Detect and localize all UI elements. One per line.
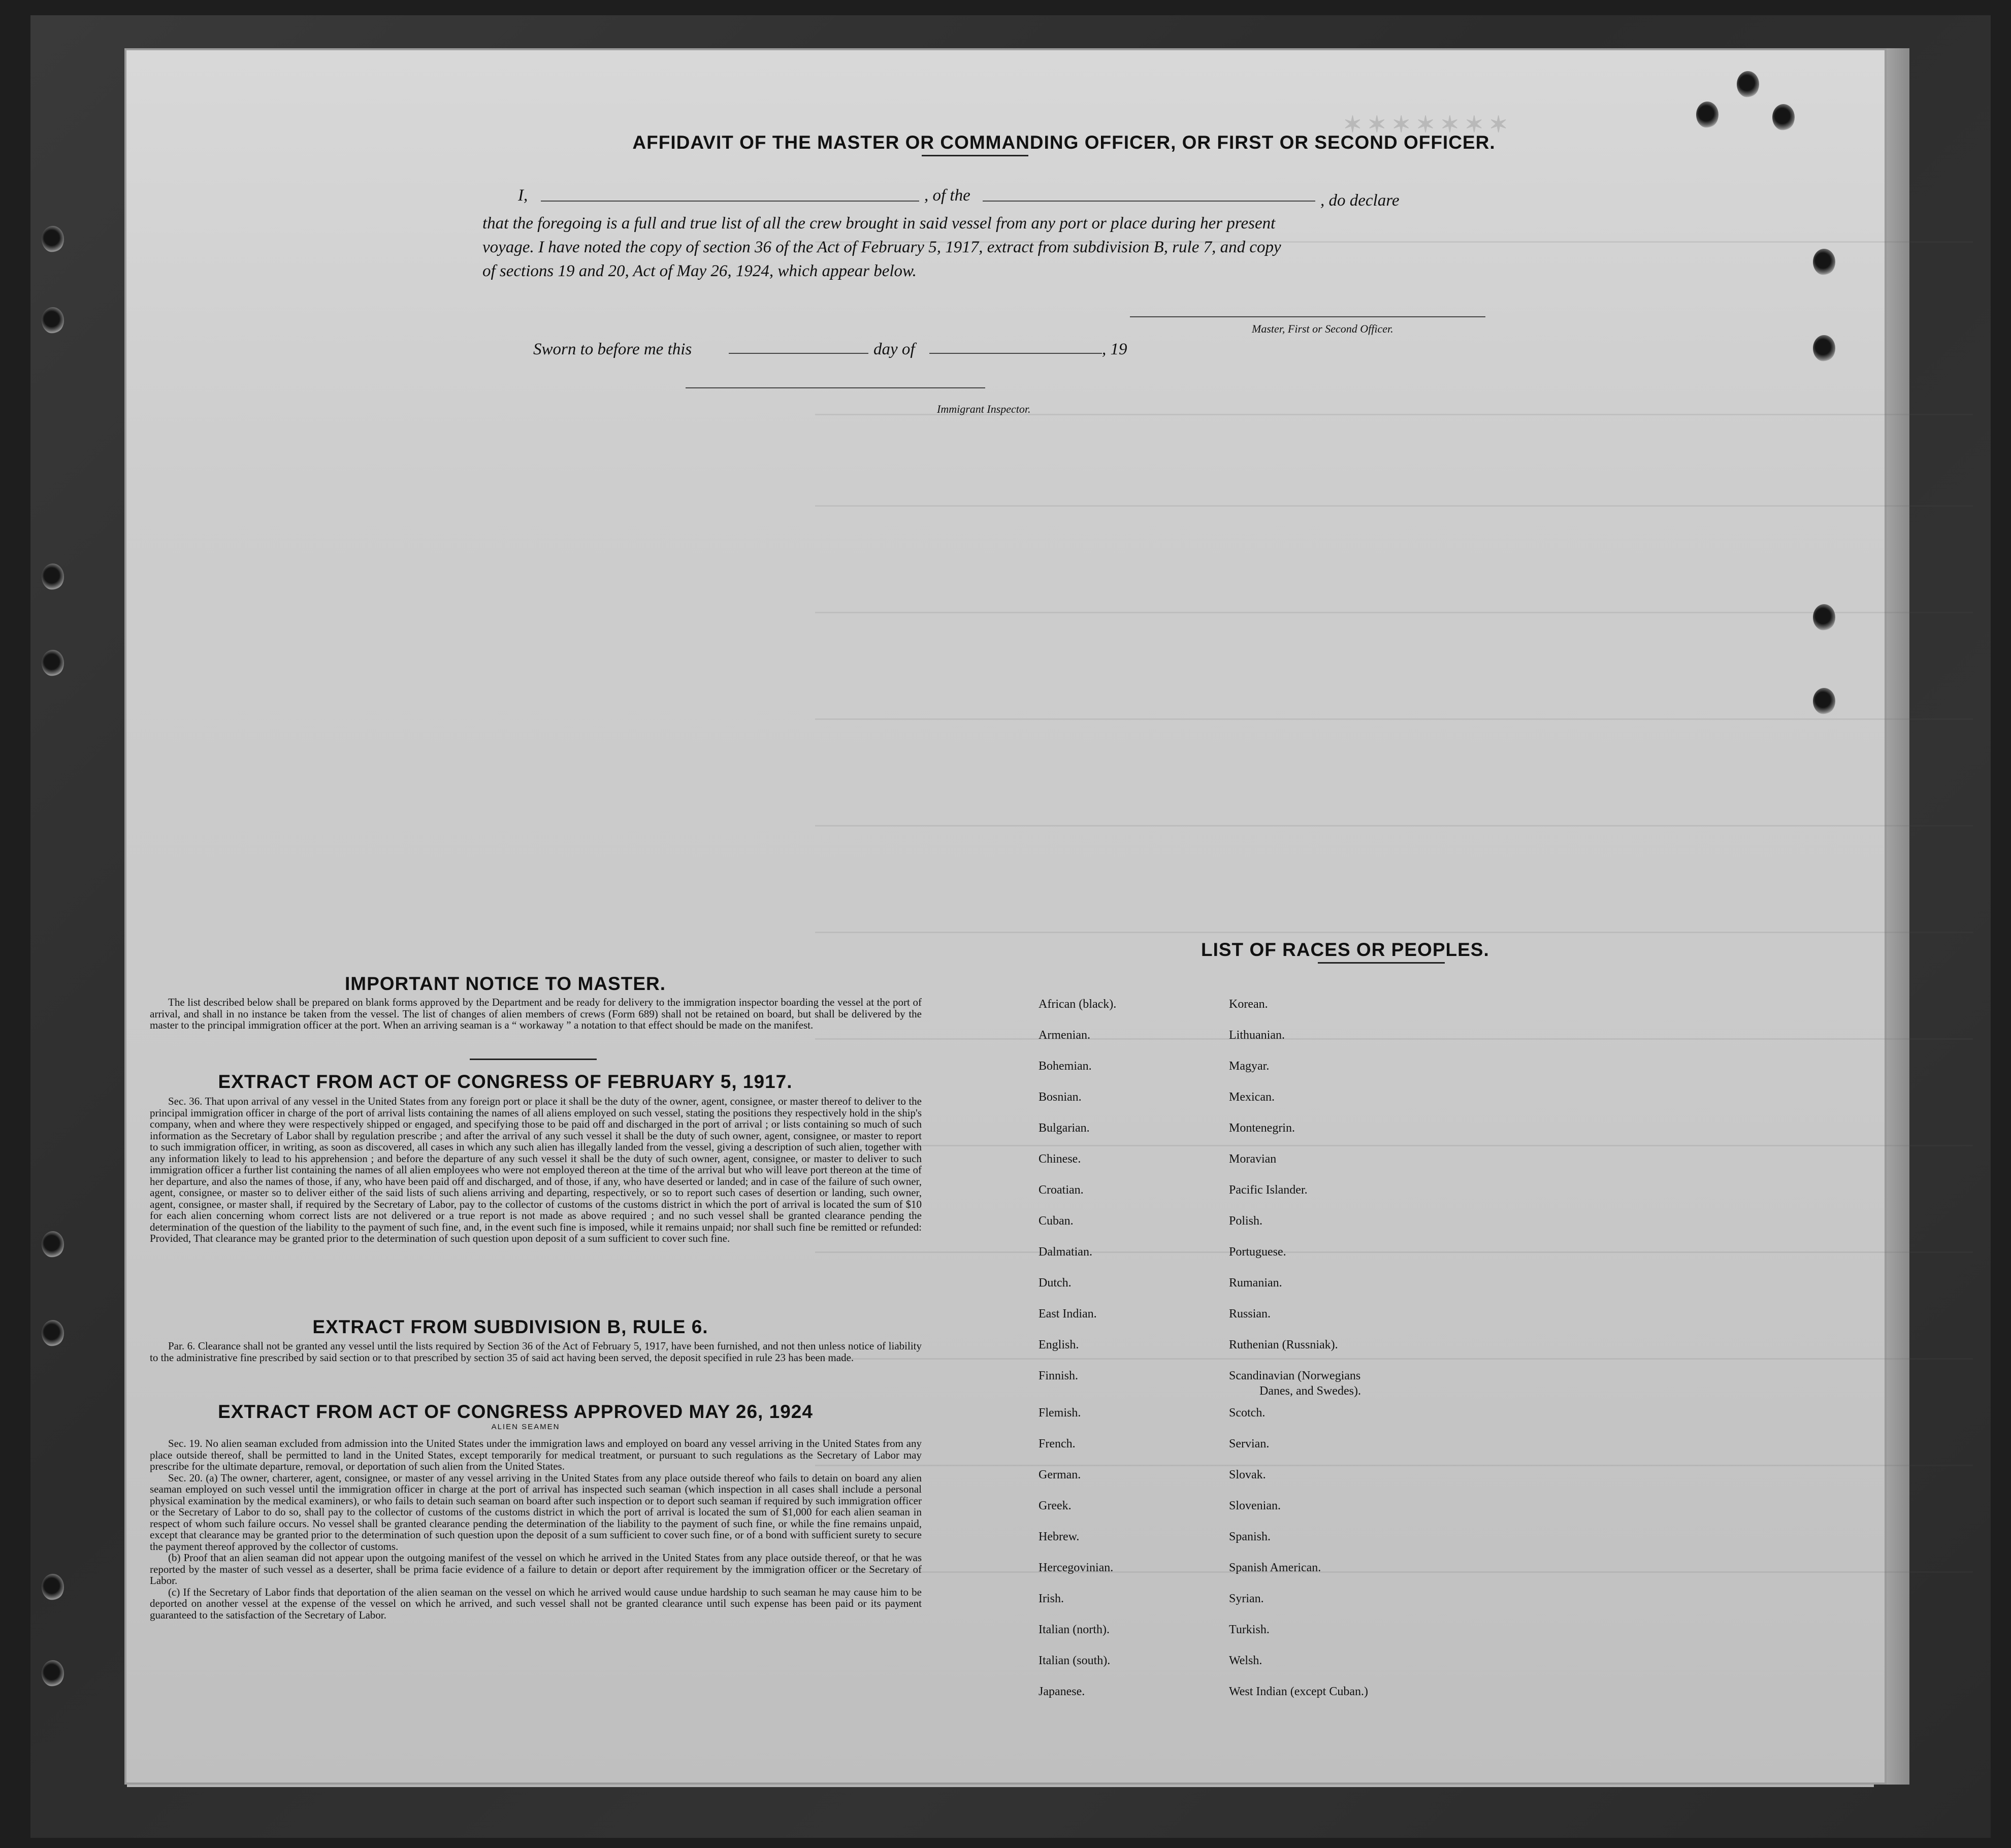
binder-hole (42, 307, 64, 334)
race-item: Montenegrin. (1229, 1121, 1295, 1135)
race-item: Flemish. (1039, 1406, 1081, 1420)
affidavit-text-3: of sections 19 and 20, Act of May 26, 1924, which appear below. (482, 262, 917, 280)
rule-6-text (150, 1340, 922, 1363)
day-of-label: day of (873, 340, 915, 358)
extract-1924-text (150, 1438, 922, 1621)
binder-hole (1813, 249, 1835, 275)
notice-paragraph: The list described below shall be prepared on blank forms approved by the Department and be ready for delivery to the immigration inspector boarding the vessel at the port of arrival, and shall in no instance be taken from the vessel. The list of changes of alien members of crews (Form 689) shall not be retained on board, but shall be delivered by the master to the principal immigration officer at the port. When an arriving seaman is a “ workaway ” a notation to that effect should be made on the manifest. (150, 996, 922, 1031)
race-item: East Indian. (1039, 1307, 1097, 1321)
race-item: Rumanian. (1229, 1276, 1282, 1290)
bleed-through-rule (815, 1038, 1973, 1040)
title-underline (922, 155, 1028, 156)
race-item: Spanish. (1229, 1530, 1271, 1543)
race-item: Scotch. (1229, 1406, 1266, 1420)
race-item: Hercegovinian. (1039, 1561, 1114, 1574)
inspector-signature-line[interactable] (686, 387, 985, 388)
binder-hole (1696, 102, 1718, 128)
binder-hole (1737, 71, 1759, 97)
race-item: Cuban. (1039, 1214, 1074, 1228)
affidavit-title: AFFIDAVIT OF THE MASTER OR COMMANDING OFFICER, OR FIRST OR SECOND OFFICER. (632, 132, 1496, 153)
declarant-name-line[interactable] (541, 201, 919, 202)
race-item: Danes, and Swedes). (1259, 1384, 1361, 1398)
bleed-through-rule (815, 505, 1973, 507)
bleed-through-rule (815, 1251, 1973, 1253)
bleed-through-rule (815, 718, 1973, 720)
affidavit-text-1: that the foregoing is a full and true list of all the crew brought in said vessel from any port or place during her present (482, 214, 1276, 233)
sec-20b-paragraph: (b) Proof that an alien seaman did not appear upon the outgoing manifest of the vessel on which he arrived in the United States from any place outside thereof, or that he was reported by the master of such vessel as a deserter, shall be prima facie evidence of a failure to detain or deport after requirement by the immigration officer or the Secretary of Labor. (150, 1552, 922, 1587)
bleed-through-rule (815, 932, 1973, 933)
sworn-label: Sworn to before me this (533, 340, 692, 358)
race-item: Dalmatian. (1039, 1245, 1092, 1259)
declarant-label: I, (518, 186, 528, 205)
bleed-through-rule (815, 825, 1973, 827)
master-signature-line[interactable] (1130, 316, 1485, 317)
binder-hole (1772, 104, 1795, 130)
race-item: Croatian. (1039, 1183, 1084, 1197)
race-item: Bosnian. (1039, 1091, 1082, 1104)
race-item: West Indian (except Cuban.) (1229, 1685, 1368, 1698)
master-signature-label: Master, First or Second Officer. (1252, 322, 1393, 335)
race-item: Syrian. (1229, 1592, 1264, 1605)
vessel-label: , of the (924, 186, 970, 205)
race-item: Portuguese. (1229, 1245, 1286, 1259)
vessel-name-line[interactable] (983, 201, 1315, 202)
race-item: Turkish. (1229, 1623, 1270, 1636)
race-item: Bulgarian. (1039, 1121, 1090, 1135)
sec-19-paragraph: Sec. 19. No alien seaman excluded from admission into the United States under the immigration laws and employed on board any vessel arriving in the United States from any place outside thereof, shall be permitted to land in the United States, except temporarily for medical treatment, or pursuant to such regulations as the Secretary of Labor may prescribe for the ultimate departure, removal, or deportation of such alien from the United States. (150, 1437, 922, 1472)
sec-20a-paragraph: Sec. 20. (a) The owner, charterer, agent, consignee, or master of any vessel arriving in the United States from any place outside thereof who fails to detain on board any alien seaman employed on such vessel until the immigration officer in charge at the port of arrival has inspected such seaman (which inspection in all cases shall include a personal physical examination by the medical examiners), or who fails to detain such seaman on board after such inspection or to deport such seaman if required by such immigration officer or the Secretary of Labor to do so, shall pay to the collector of customs of the customs district in which the port of arrival is located the sum of $1,000 for each alien seaman in respect of whom such failure occurs. No vessel shall be granted clearance pending the determination of the liability to the payment of such fine, or while the fine remains unpaid, except that clearance may be granted prior to the determination of such question upon the deposit of a sum sufficient to cover such fine, or of a bond with sufficient surety to secure the payment thereof approved by the collector of customs. (150, 1471, 922, 1553)
bleed-through-rule (815, 1358, 1973, 1360)
notice-title: IMPORTANT NOTICE TO MASTER. (344, 973, 666, 994)
binder-hole (42, 650, 64, 676)
bleed-through-rule (815, 1465, 1973, 1466)
bleed-through-text: ✶ ✶ ✶ ✶ ✶ ✶ ✶ (1343, 112, 1508, 137)
race-item: Slovak. (1229, 1468, 1266, 1481)
races-title: LIST OF RACES OR PEOPLES. (1201, 939, 1489, 960)
rule-6-title: EXTRACT FROM SUBDIVISION B, RULE 6. (312, 1316, 708, 1337)
race-item: Scandinavian (Norwegians (1229, 1369, 1361, 1382)
race-item: Mexican. (1229, 1091, 1275, 1104)
extract-1917-title: EXTRACT FROM ACT OF CONGRESS OF FEBRUARY 5, 1917. (218, 1071, 793, 1092)
race-item: Bohemian. (1039, 1060, 1092, 1073)
binder-hole (42, 564, 64, 590)
race-item: Polish. (1229, 1214, 1263, 1228)
race-item: Ruthenian (Russniak). (1229, 1338, 1338, 1351)
binder-hole (1813, 335, 1835, 361)
race-item: Welsh. (1229, 1654, 1262, 1667)
binder-hole (42, 1231, 64, 1258)
inspector-signature-label: Immigrant Inspector. (937, 403, 1031, 415)
binder-hole (42, 1320, 64, 1346)
bleed-through-rule (815, 1571, 1973, 1573)
bleed-through-rule (815, 612, 1973, 613)
race-item: Hebrew. (1039, 1530, 1080, 1543)
section-divider (470, 1059, 597, 1060)
sec-20c-paragraph: (c) If the Secretary of Labor finds that deportation of the alien seaman on the vessel on which he arrived would cause undue hardship to such seaman he may cause him to be deported on another vessel at the expense of the vessel on which he arrived, and such vessel shall not be granted clearance until such expense has been paid or its payment guaranteed to the satisfaction of the Secretary of Labor. (150, 1586, 922, 1621)
binder-hole (42, 1574, 64, 1600)
binder-hole (42, 1660, 64, 1687)
race-item: Russian. (1229, 1307, 1271, 1321)
binder-hole (1813, 688, 1835, 714)
affidavit-text-2: voyage. I have noted the copy of section 36 of the Act of February 5, 1917, extract from subdivision B, rule 7, and copy (482, 238, 1281, 256)
race-item: Magyar. (1229, 1060, 1270, 1073)
race-item: Chinese. (1039, 1152, 1081, 1166)
year-label: , 19 (1102, 340, 1127, 358)
binder-hole (42, 226, 64, 252)
race-item: Italian (north). (1039, 1623, 1110, 1636)
race-item: Lithuanian. (1229, 1029, 1285, 1042)
race-item: Korean. (1229, 998, 1268, 1011)
race-item: Servian. (1229, 1437, 1270, 1450)
race-item: African (black). (1039, 998, 1117, 1011)
race-item: Finnish. (1039, 1369, 1079, 1382)
manifest-page (124, 48, 1887, 1785)
sec-36-paragraph: Sec. 36. That upon arrival of any vessel in the United States from any foreign port or place it shall be the duty of the owner, agent, consignee, or master thereof to deliver to the principal immigration officer in charge of the port of arrival lists containing the names of all aliens employed on such vessel, stating the positions they respectively hold in the ship's company, when and where they were respectively shipped or engaged, and specifying those to be paid off and discharged in the port of arrival ; or lists containing so much of such information as the Secretary of Labor shall by regulation prescribe ; and after the arrival of any such vessel it shall be the duty of such owner, agent, consignee, or master to report to such immigration officer, in writing, as soon as discovered, all cases in which any such alien has illegally landed from the vessel, giving a description of such alien, together with any information likely to lead to his apprehension ; and before the departure of any such vessel it shall be the duty of such owner, agent, consignee, or master to deliver to such immigration officer a further list containing the names of all alien employees who were not employed thereon at the time of the arrival but who will leave port thereon at the time of her departure, and also the names of those, if any, who have been paid off and discharged, and of those, if any, who have deserted or landed; and in case of the failure of such owner, agent, consignee, or master so to deliver either of the said lists of such aliens arriving and departing, respectively, or so to report such cases of desertion or landing, such owner, agent, consignee, or master shall, if required by the Secretary of Labor, pay to the collector of customs of the customs district in which the port of arrival is located the sum of $10 for each alien concerning whom correct lists are not delivered or a true report is not made as above required ; and no such vessel shall be granted clearance pending the determination of the question of the liability to the payment of such fine, and, in the event such fine is imposed, while it remains unpaid; nor shall such fine be remitted or refunded: Provided, That clearance may be granted prior to the determination of such question upon deposit of a sum sufficient to cover such fine. (150, 1095, 922, 1244)
race-item: Irish. (1039, 1592, 1064, 1605)
bleed-through-rule (815, 1145, 1973, 1146)
race-item: English. (1039, 1338, 1079, 1351)
race-item: German. (1039, 1468, 1081, 1481)
race-item: Greek. (1039, 1499, 1072, 1512)
race-item: Pacific Islander. (1229, 1183, 1308, 1197)
race-item: Japanese. (1039, 1685, 1085, 1698)
race-item: French. (1039, 1437, 1076, 1450)
rule-6-paragraph: Par. 6. Clearance shall not be granted any vessel until the lists required by Section 36 of the Act of February 5, 1917, have been furnished, and not then unless notice of liability to the administrative fine prescribed by said section or to that prescribed by section 35 of said act having been served, the deposit specified in rule 23 has been made. (150, 1340, 922, 1364)
notice-text (150, 997, 922, 1031)
race-item: Moravian (1229, 1152, 1277, 1166)
race-item: Italian (south). (1039, 1654, 1111, 1667)
extract-1917-text (150, 1096, 922, 1244)
alien-seamen-subtitle: ALIEN SEAMEN (491, 1423, 560, 1431)
extract-1924-title: EXTRACT FROM ACT OF CONGRESS APPROVED MAY 26, 1924 (218, 1401, 813, 1422)
sworn-month-line[interactable] (929, 353, 1102, 354)
sworn-day-line[interactable] (729, 353, 868, 354)
race-item: Armenian. (1039, 1029, 1090, 1042)
race-item: Dutch. (1039, 1276, 1072, 1290)
races-underline (1318, 962, 1445, 964)
binder-hole (1813, 604, 1835, 631)
race-item: Spanish American. (1229, 1561, 1321, 1574)
race-item: Slovenian. (1229, 1499, 1281, 1512)
declare-label: , do declare (1320, 191, 1400, 210)
